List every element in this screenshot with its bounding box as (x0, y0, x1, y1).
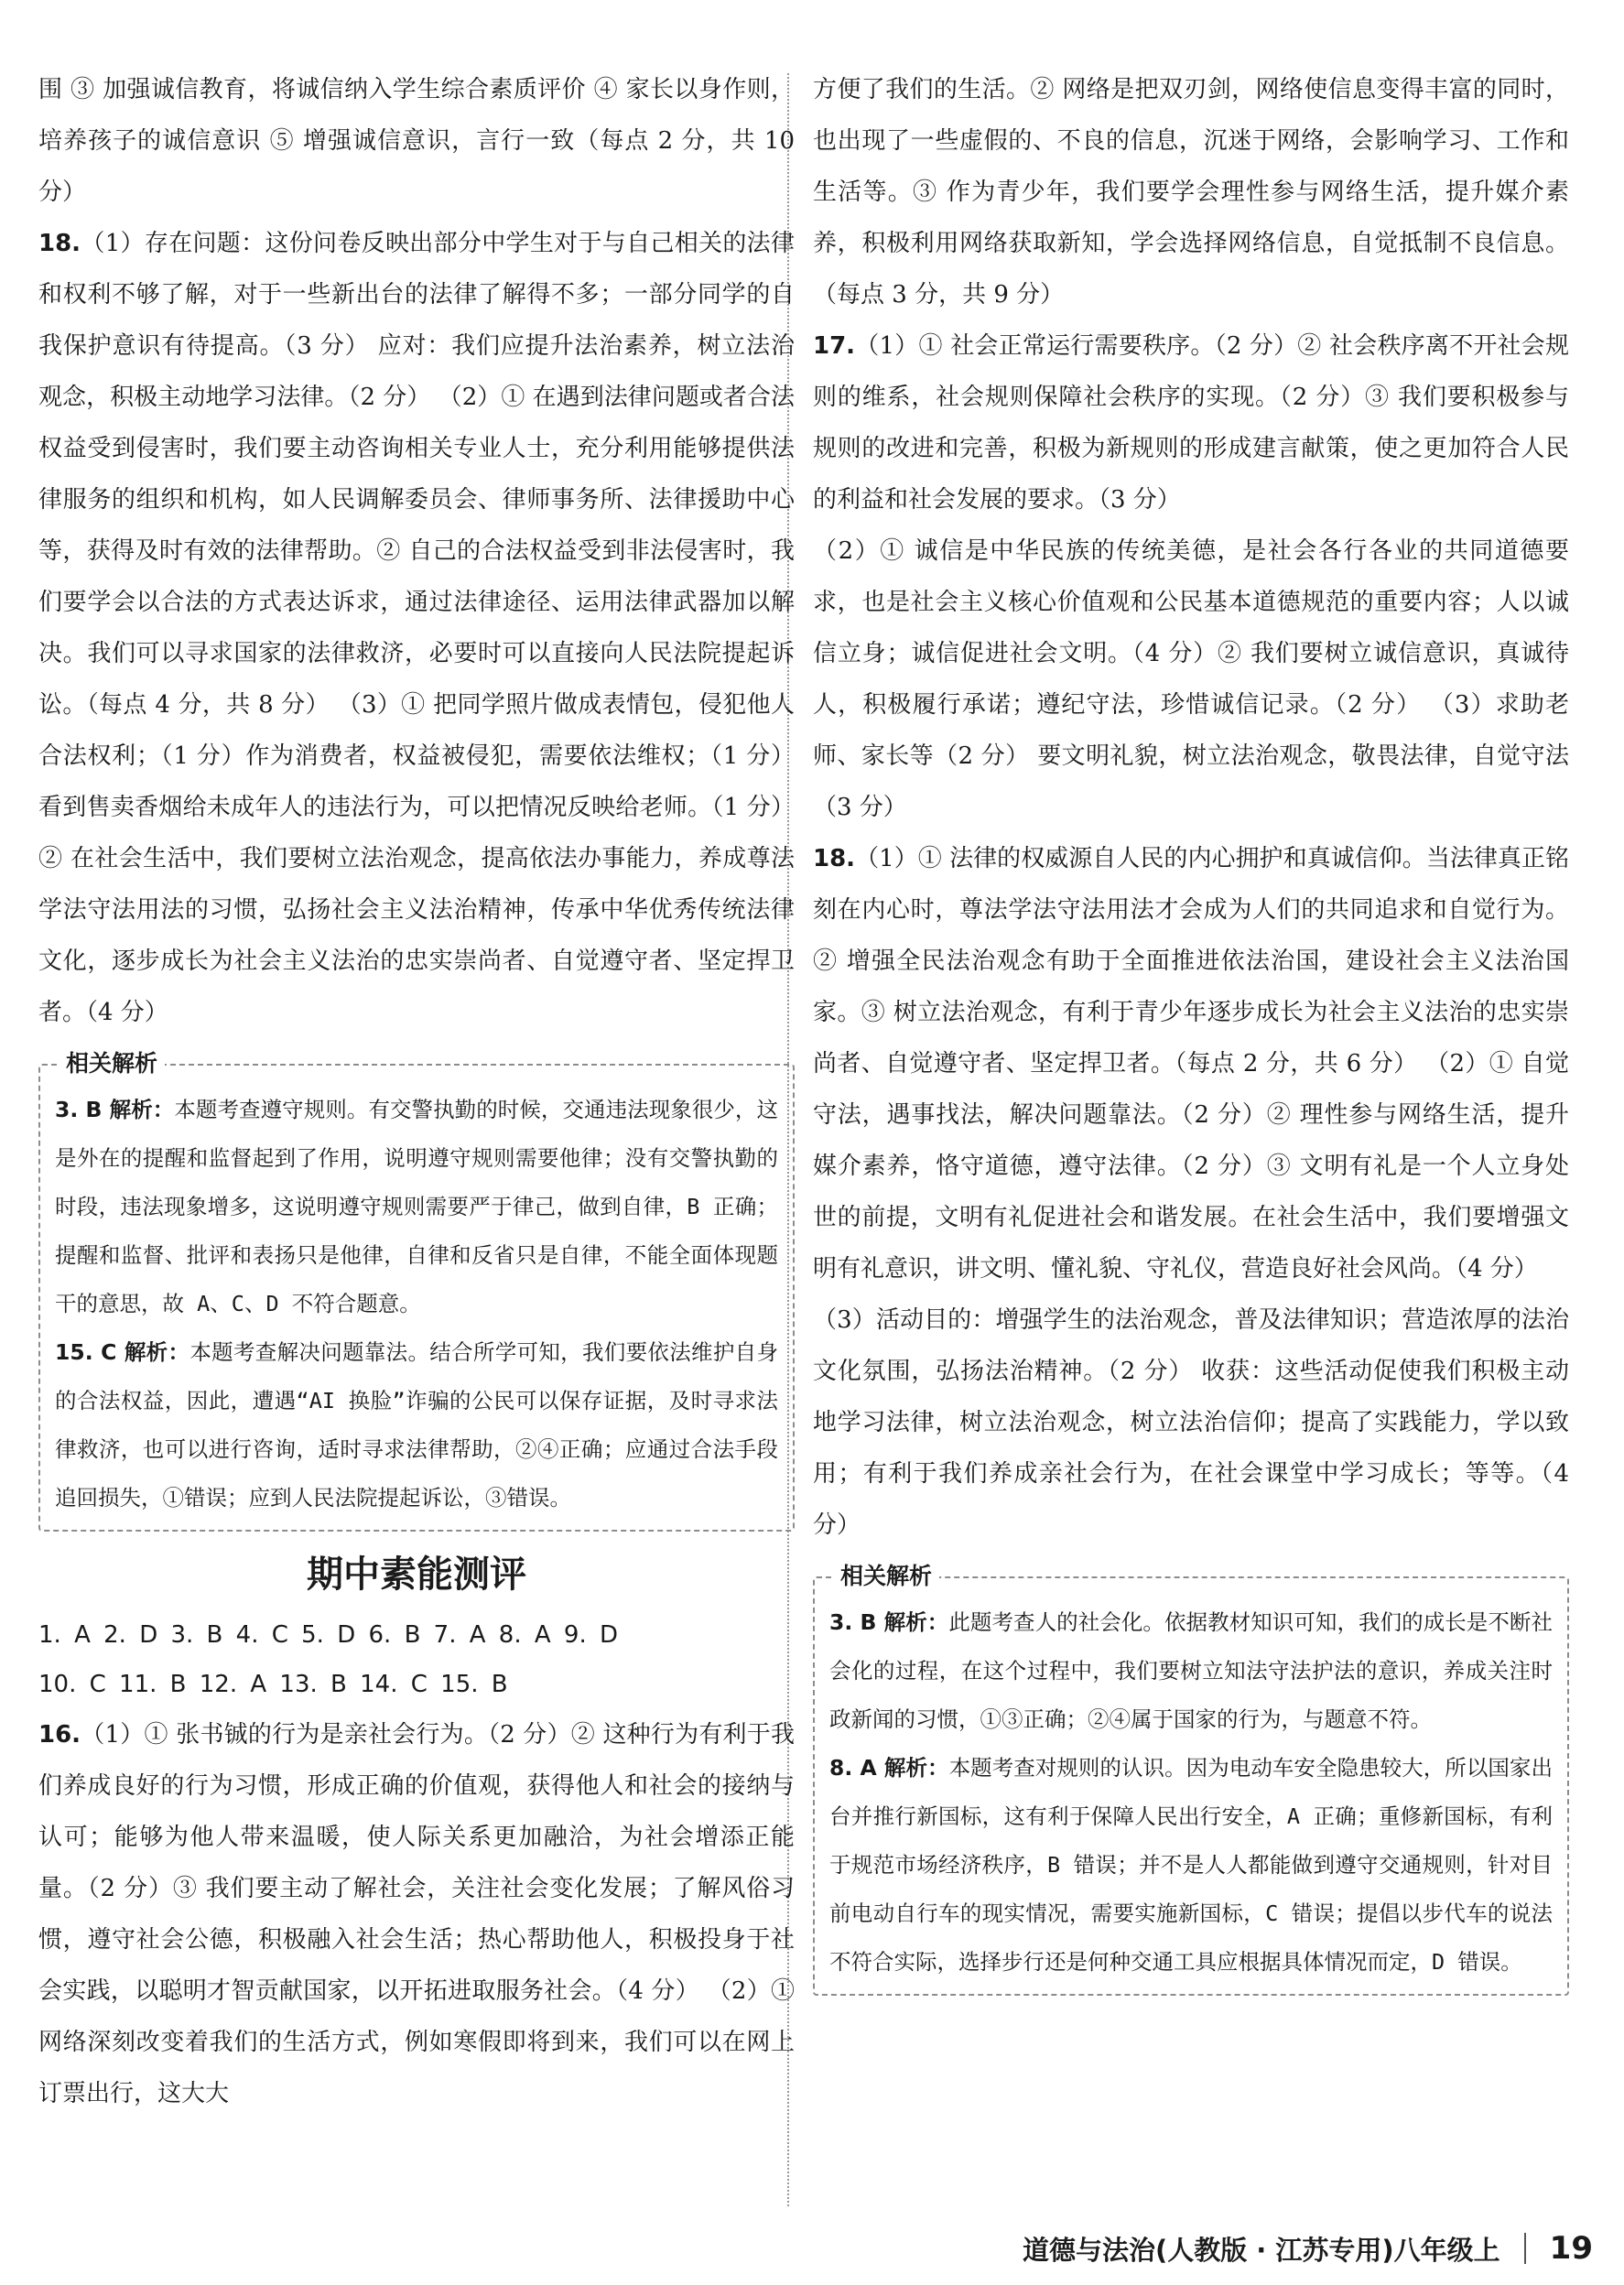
analysis-item (55, 1328, 778, 1522)
right-paragraph-1: 方便了我们的生活。② 网络是把双刃剑，网络使信息变得丰富的同时，也出现了一些虚假的、不良的信息，沉迷于网络，会影响学习、工作和生活等。③ 作为青少年，我们要学会理性参与网络生活，提升媒介素养，积极利用网络获取新知，学会选择网络信息，自觉抵制不良信息。（每点 3 分，共 9 分） (813, 76, 1569, 309)
analysis-box-left (38, 1050, 795, 1532)
question-number: 17. (813, 332, 856, 360)
question-18-answer (813, 833, 1569, 1294)
question-text: （1）存在问题：这份问卷反映出部分中学生对于与自己相关的法律和权利不够了解，对于一些新出台的法律了解得不多；一部分同学的自我保护意识有待提高。（3 分） 应对：我们应提升法治素养，树立法治观念，积极主动地学习法律。（2 分） （2）① 在遇到法律问题或者合法权益受到侵害时，我们要主动咨询相关专业人士，充分利用能够提供法律服务的组织和机构，如人民调解委员会、律师事务所、法律援助中心等，获得及时有效的法律帮助。② 自己的合法权益受到非法侵害时，我们要学会以合法的方式表达诉求，通过法律途径、运用法律武器加以解决。我们可以寻求国家的法律救济，必要时可以直接向人民法院提起诉讼。（每点 4 分，共 8 分） （3）① 把同学照片做成表情包，侵犯他人合法权利；（1 分）作为消费者，权益被侵犯，需要依法维权；（1 分）看到售卖香烟给未成年人的违法行为，可以把情况反映给老师。（1 分）② 在社会生活中，我们要树立法治观念，提高依法办事能力，养成尊法学法守法用法的习惯，弘扬社会主义法治精神，传承中华优秀传统法律文化，逐步成长为社会主义法治的忠实崇尚者、自觉遵守者、坚定捍卫者。（4 分） (38, 230, 795, 1026)
analysis-box-right (813, 1563, 1569, 1996)
analysis-lead: 3. B 解析： (829, 1609, 949, 1635)
section-title: 期中素能测评 (307, 1554, 526, 1596)
analysis-item (829, 1598, 1553, 1744)
question-number: 16. (38, 1721, 81, 1749)
question-18-answer-part-3: （3）活动目的：增强学生的法治观念，普及法律知识；营造浓厚的法治文化氛围，弘扬法治精神。（2 分） 收获：这些活动促使我们积极主动地学习法律，树立法治观念，树立法治信仰；提高了实践能力，学以致用；有利于我们养成亲社会行为，在社会课堂中学习成长；等等。（4 分） (813, 1306, 1569, 1539)
question-number: 18. (813, 845, 856, 872)
question-number: 18. (38, 230, 81, 257)
choice-answers-line-1: 1. A 2. D 3. B 4. C 5. D 6. B 7. A 8. A 9. D (38, 1621, 619, 1649)
analysis-item (829, 1744, 1553, 1987)
analysis-box-title: 相关解析 (59, 1049, 165, 1078)
analysis-lead: 8. A 解析： (829, 1755, 949, 1781)
question-17-answer-part-2: （2）① 诚信是中华民族的传统美德，是社会各行各业的共同道德要求，也是社会主义核心价值观和公民基本道德规范的重要内容；人以诚信立身；诚信促进社会文明。（4 分）② 我们要树立诚信意识，真诚待人，积极履行承诺；遵纪守法，珍惜诚信记录。（2 分） （3）求助老师、家长等（2 分） 要文明礼貌，树立法治观念，敬畏法律，自觉守法（3 分） (813, 537, 1569, 821)
book-title: 道德与法治(人教版 · 江苏专用)八年级上 (1022, 2234, 1500, 2266)
left-column (38, 64, 795, 2119)
question-18-answer (38, 218, 795, 1038)
analysis-lead: 3. B 解析： (55, 1097, 175, 1122)
analysis-box-title: 相关解析 (833, 1562, 939, 1591)
question-text: （1）① 张书铖的行为是亲社会行为。（2 分）② 这种行为有利于我们养成良好的行为习惯，形成正确的价值观，获得他人和社会的接纳与认可；能够为他人带来温暖，使人际关系更加融洽，为社会增添正能量。（2 分）③ 我们要主动了解社会，关注社会变化发展；了解风俗习惯，遵守社会公德，积极融入社会生活；热心帮助他人，积极投身于社会实践，以聪明才智贡献国家，以开拓进取服务社会。（4 分） （2）① 网络深刻改变着我们的生活方式，例如寒假即将到来，我们可以在网上订票出行，这大大 (38, 1721, 795, 2107)
analysis-text: 本题考查解决问题靠法。结合所学可知，我们要依法维护自身的合法权益，因此，遭遇“AI 换脸”诈骗的公民可以保存证据，及时寻求法律救济，也可以进行咨询，适时寻求法律帮助，②④正确；应通过合法手段追回损失，①错误；应到人民法院提起诉讼，③错误。 (55, 1339, 778, 1511)
analysis-text: 本题考查对规则的认识。因为电动车安全隐患较大，所以国家出台并推行新国标，这有利于保障人民出行安全，A 正确；重修新国标，有利于规范市场经济秩序，B 错误；并不是人人都能做到遵守交通规则，针对目前电动自行车的现实情况，需要实施新国标，C 错误；提倡以步代车的说法不符合实际，选择步行还是何种交通工具应根据具体情况而定，D 错误。 (829, 1755, 1553, 1975)
left-paragraph-1: 围 ③ 加强诚信教育，将诚信纳入学生综合素质评价 ④ 家长以身作则，培养孩子的诚信意识 ⑤ 增强诚信意识，言行一致（每点 2 分，共 10 分） (38, 76, 795, 206)
page-number: 19 (1549, 2230, 1593, 2267)
analysis-item (55, 1086, 778, 1328)
analysis-text: 此题考查人的社会化。依据教材知识可知，我们的成长是不断社会化的过程，在这个过程中，我们要树立知法守法护法的意识，养成关注时政新闻的习惯，①③正确；②④属于国家的行为，与题意不符。 (829, 1609, 1553, 1732)
question-17-answer (813, 320, 1569, 525)
question-text: （1）① 社会正常运行需要秩序。（2 分）② 社会秩序离不开社会规则的维系，社会规则保障社会秩序的实现。（2 分）③ 我们要积极参与规则的改进和完善，积极为新规则的形成建言献策，使之更加符合人民的利益和社会发展的要求。（3 分） (813, 332, 1569, 514)
page-footer (879, 2221, 1593, 2276)
choice-answers-line-2: 10. C 11. B 12. A 13. B 14. C 15. B (38, 1671, 508, 1698)
question-text: （1）① 法律的权威源自人民的内心拥护和真诚信仰。当法律真正铭刻在内心时，尊法学法守法用法才会成为人们的共同追求和自觉行为。② 增强全民法治观念有助于全面推进依法治国，建设社会主义法治国家。③ 树立法治观念，有利于青少年逐步成长为社会主义法治的忠实崇尚者、自觉遵守者、坚定捍卫者。（每点 2 分，共 6 分） （2）① 自觉守法，遇事找法，解决问题靠法。（2 分）② 理性参与网络生活，提升媒介素养，恪守道德，遵守法律。（2 分）③ 文明有礼是一个人立身处世的前提，文明有礼促进社会和谐发展。在社会生活中，我们要增强文明有礼意识，讲文明、懂礼貌、守礼仪，营造良好社会风尚。（4 分） (813, 845, 1569, 1283)
question-16-answer (38, 1709, 795, 2119)
right-column (813, 64, 1569, 2005)
analysis-text: 本题考查遵守规则。有交警执勤的时候，交通违法现象很少，这是外在的提醒和监督起到了作用，说明遵守规则需要他律；没有交警执勤的时段，违法现象增多，这说明遵守规则需要严于律己，做到自律，B 正确；提醒和监督、批评和表扬只是他律，自律和反省只是自律，不能全面体现题干的意思，故 A、C、D 不符合题意。 (55, 1097, 778, 1316)
footer-separator (1524, 2233, 1526, 2264)
analysis-lead: 15. C 解析： (55, 1339, 190, 1365)
